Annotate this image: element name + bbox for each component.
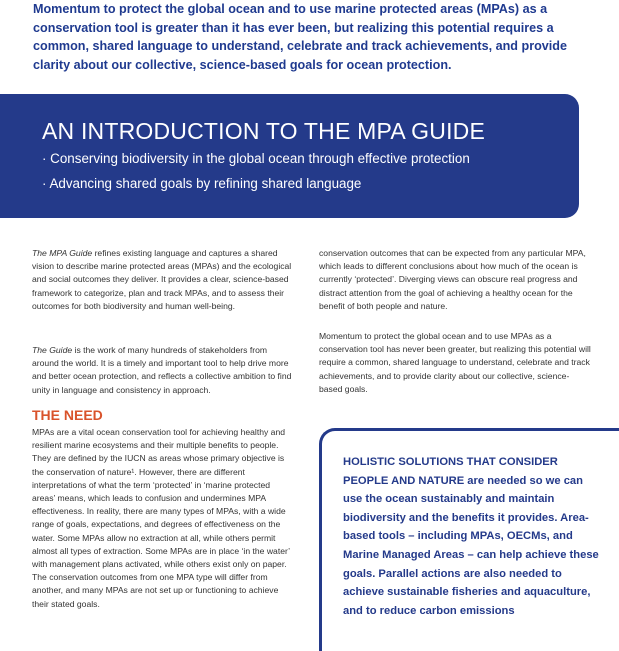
body-paragraph-1 (32, 247, 292, 313)
banner-title: AN INTRODUCTION TO THE MPA GUIDE (42, 118, 486, 144)
callout-text: HOLISTIC SOLUTIONS THAT CONSIDER PEOPLE AND NATURE are needed so we can use the ocean sustainably and maintain biodiversity and the benefits it provides. Area-based tools – including MPAs, OECMs, and Marine Managed Areas – can help achieve these goals. Parallel actions are also needed to achieve sustainable fisheries and aquaculture, and to reduce carbon emissions (343, 456, 599, 617)
intro-paragraph: Momentum to protect the global ocean and to use marine protected areas (MPAs) as a conservation tool is greater than it has ever been, but realizing this potential requires a common, shared language to understand, celebrate and track achievements, and provide clarity about our collective, science-based goals for ocean protection. (33, 2, 567, 72)
body-paragraph-4: conservation outcomes that can be expected from any particular MPA, which leads to different conclusions about how much of the ocean is currently ‘protected’. Diverging views can obscure real progress and distract attention from the goal of achieving a healthy ocean for the benefit of both people and nature. (319, 248, 586, 311)
paragraph-text: refines existing language and captures a shared vision to describe marine protected areas (MPAs) and the ecological and social outcomes they deliver. It provides a clear, science-based framework to categorize, plan and track MPAs, and to assess their outcomes for both biodiversity and human well-being. (32, 248, 292, 311)
paragraph-text: is the work of many hundreds of stakeholders from around the world. It is a timely and important tool to help drive more and better ocean protection, and reflects a collective ambition to find unity in language and consistency in approach. (32, 345, 292, 395)
body-paragraph-2 (32, 344, 292, 397)
banner-bullet-1: · Conserving biodiversity in the global ocean through effective protection (42, 151, 470, 166)
guide-title-italic: The Guide (32, 345, 73, 355)
section-heading-the-need: THE NEED (32, 407, 103, 423)
banner-bullet-2: · Advancing shared goals by refining shared language (42, 176, 362, 191)
body-paragraph-3: MPAs are a vital ocean conservation tool for achieving healthy and resilient marine ecosystems and their multiple benefits to people. They are defined by the IUCN as areas whose primary objective is the conservation of nature¹. However, there are different interpretations of what the term ‘protected’ in ‘marine protected areas’ means, which leads to confusion and undermines MPA effectiveness. In reality, there are many types of MPAs, with a wide range of goals, expectations, and degrees of effectiveness on the water. Some MPAs allow no extraction at all, while others permit almost all types of extraction. Some MPAs are in place ‘in the water’ with management plans activated, while others exist only on paper. The conservation outcomes from one MPA type will differ from another, and many MPAs are not set up or functioning to achieve their stated goals. (32, 427, 290, 609)
guide-title-italic: The MPA Guide (32, 248, 93, 258)
body-paragraph-5: Momentum to protect the global ocean and to use MPAs as a conservation tool has never been greater, but realizing this potential will require a common, shared language to understand, celebrate and track achievements, and to provide clarity about our collective, science-based goals. (319, 331, 591, 394)
